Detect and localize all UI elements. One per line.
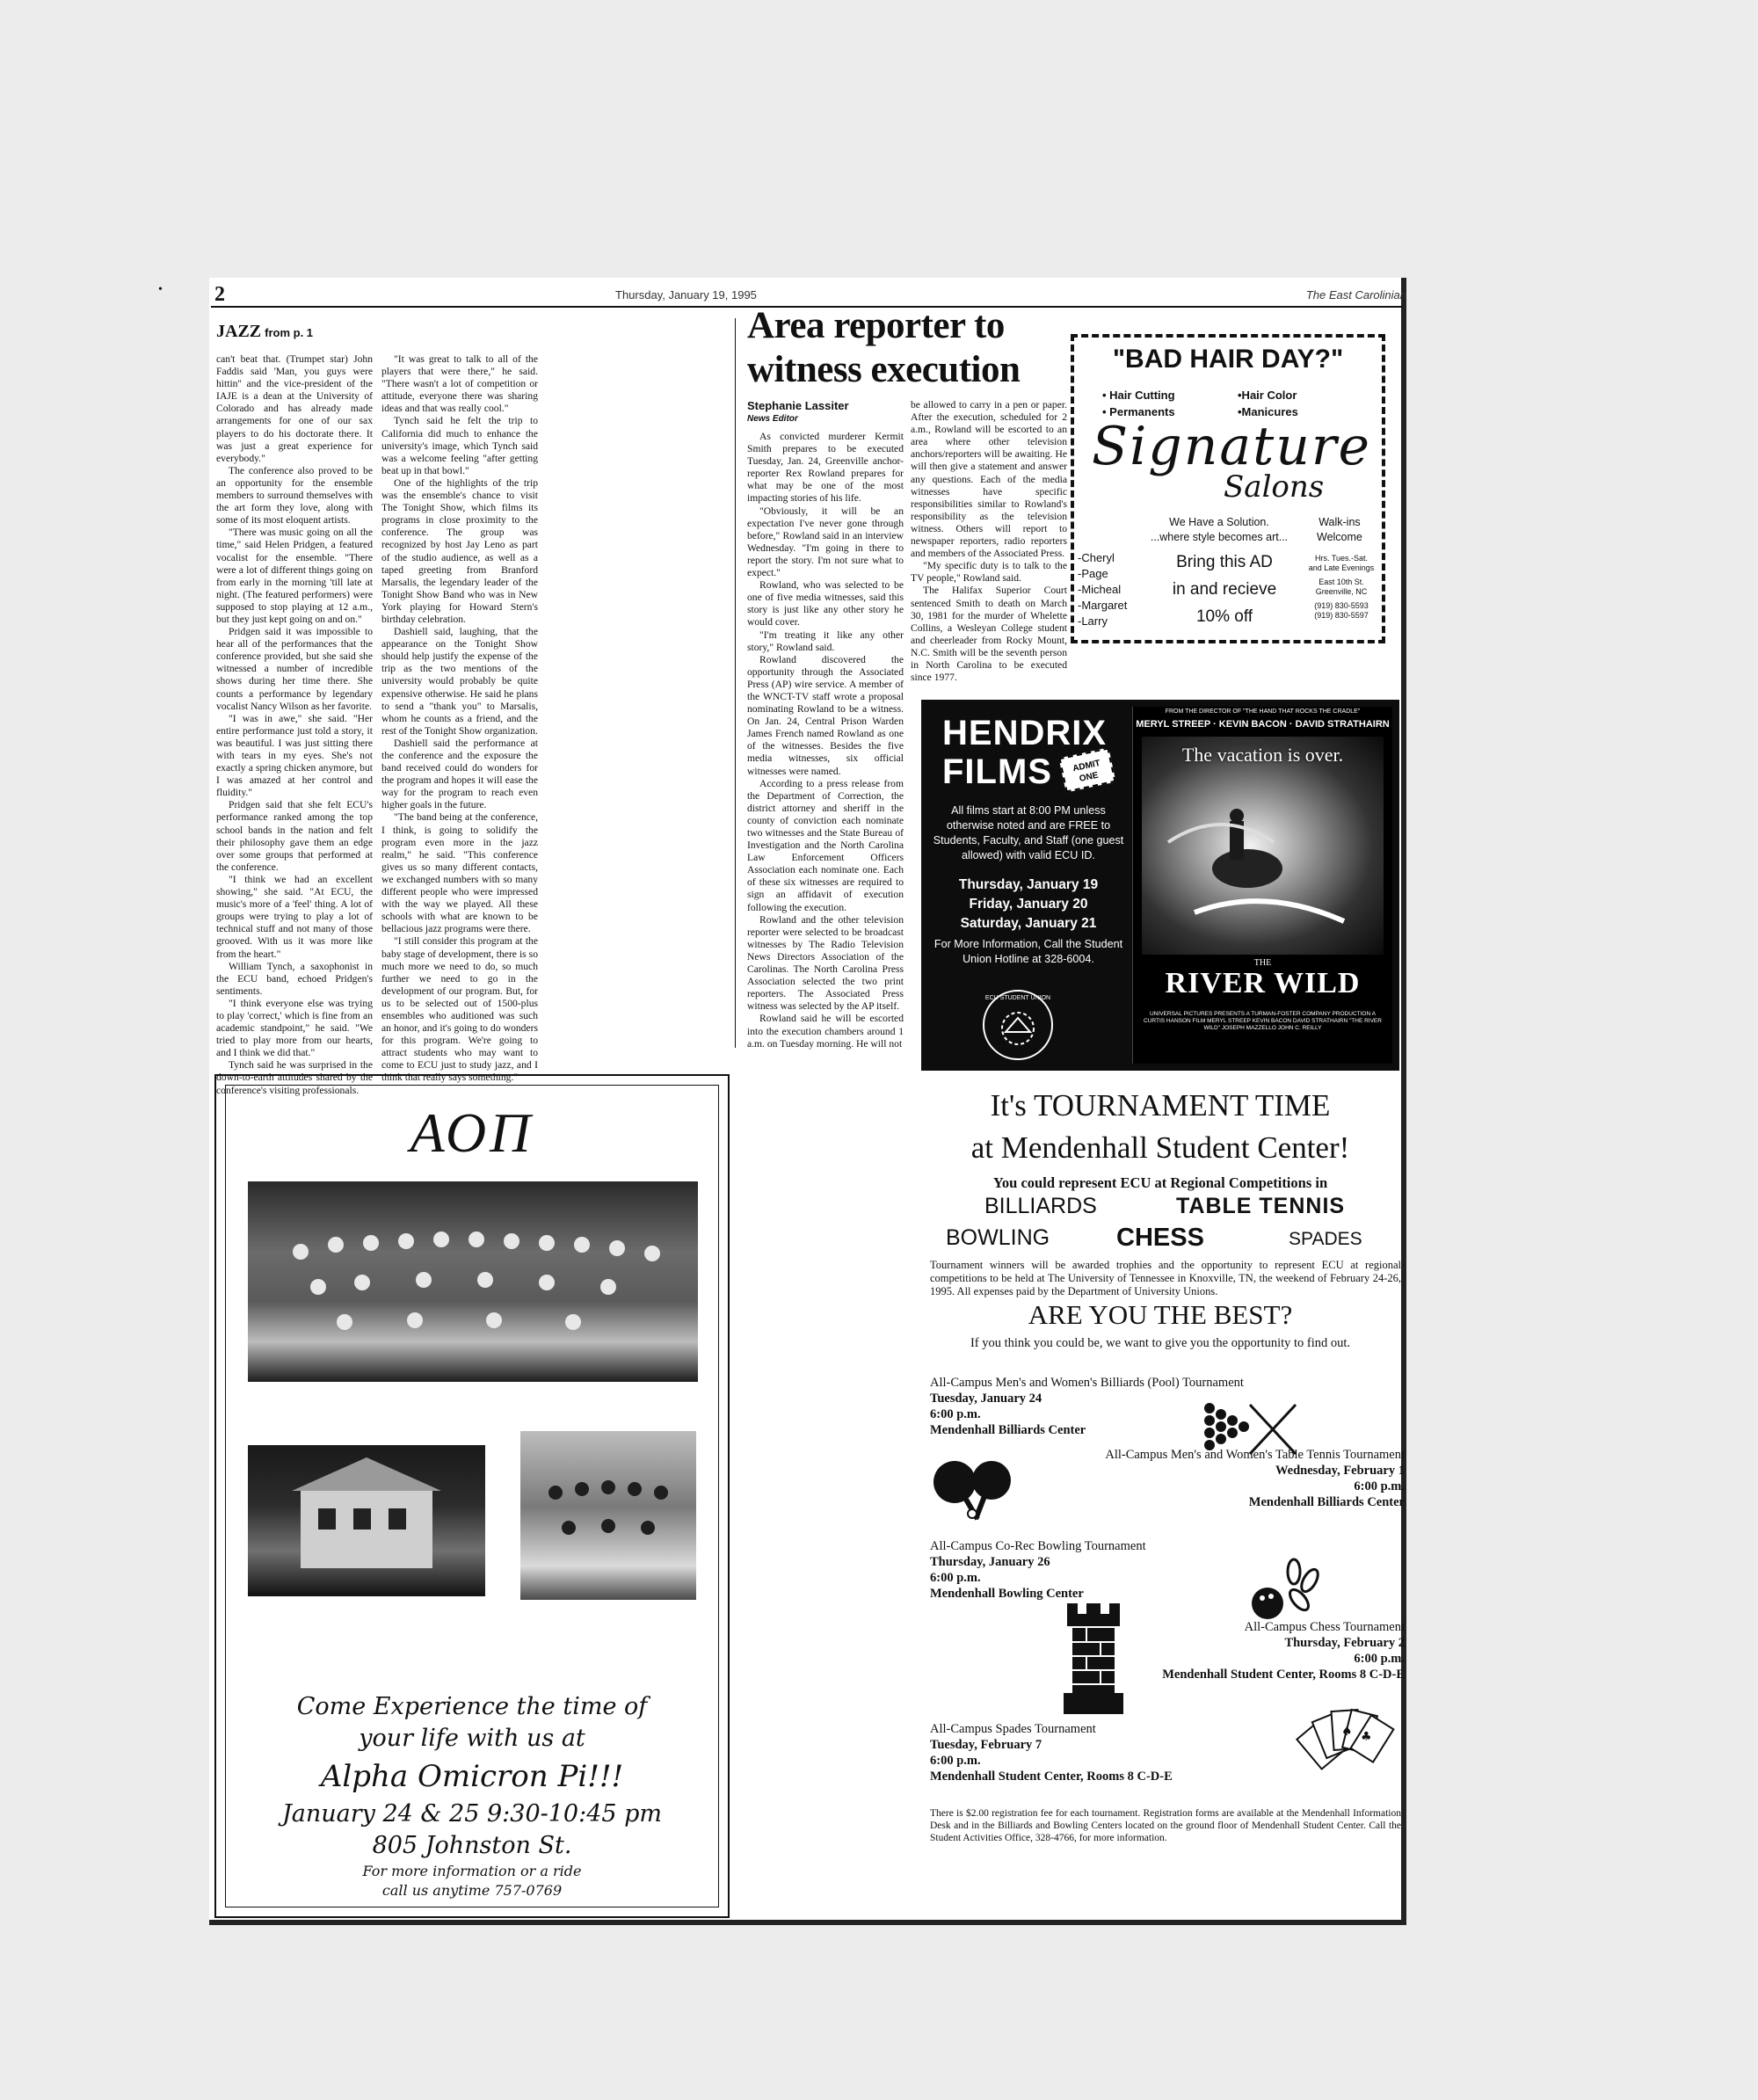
- group-people-icon: [248, 1181, 698, 1382]
- bowling-pins-icon: [1248, 1554, 1327, 1628]
- game-spades: SPADES: [1289, 1229, 1362, 1249]
- stylist: -Cheryl: [1078, 551, 1115, 564]
- event-date: Thursday, February 2: [1284, 1636, 1405, 1650]
- event-place: Mendenhall Student Center, Rooms 8 C-D-E: [1162, 1668, 1405, 1682]
- alpha-omicron-pi-ad: [214, 1074, 730, 1918]
- group-photo: [248, 1181, 698, 1382]
- jazz-title: JAZZ: [216, 322, 262, 341]
- newspaper-page: [158, 280, 1406, 1916]
- paragraph: Tynch said he felt the trip to California did much to enhance the university's image, which Tynch said was a welcome feeling "after getting beat up in that bowl.": [381, 415, 538, 476]
- paragraph: Rowland and the other television reporter were selected to be broadcast witnesses by The Radio Television News Directors Association of the Carolinas. The North Carolina Press Association selected the two print reporters. The Associated Press witness was selected by the AP itself.: [747, 913, 904, 1013]
- event-table-tennis: [1105, 1447, 1405, 1510]
- seal-emblem-icon: [984, 992, 1051, 1058]
- stylist: -Larry: [1078, 614, 1108, 628]
- invite-line: Alpha Omicron Pi!!!: [320, 1759, 624, 1794]
- page-number: 2: [214, 283, 225, 306]
- invite-line: January 24 & 25 9:30-10:45 pm: [281, 1800, 663, 1828]
- paragraph: As convicted murderer Kermit Smith prepares to be executed Tuesday, Jan. 24, Greenville anchor-reporter Rex Rowland prepares for what may be one of the most impacting stories of his life.: [747, 431, 904, 505]
- offer-line: Bring this AD: [1176, 553, 1273, 571]
- poster-photo: [1142, 737, 1384, 955]
- hours-line: and Late Evenings: [1308, 563, 1375, 572]
- poster-the: THE: [1253, 958, 1272, 968]
- paragraph: William Tynch, a saxophonist in the ECU band, echoed Pridgen's sentiments.: [216, 960, 373, 997]
- paragraph: According to a press release from the Department of Correction, the district attorney and sheriff in the county of conviction each nominate two witnesses and the State Bureau of Investigation and the North Carolina Law Enforcement Officers Association each nominate one. Each of these six witnesses are required to sign an affidavit of execution following the execution.: [747, 777, 904, 913]
- walkins-line: Welcome: [1317, 531, 1362, 543]
- aop-letters: ΑΟΠ: [410, 1101, 534, 1164]
- service-item: • Permanents: [1102, 405, 1175, 418]
- execution-byline-title: News Editor: [747, 414, 798, 424]
- event-name: All-Campus Men's and Women's Table Tennis Tournament: [1105, 1448, 1405, 1462]
- game-bowling: BOWLING: [946, 1225, 1050, 1250]
- paragraph: "My specific duty is to talk to the TV people," Rowland said.: [911, 560, 1067, 585]
- paragraph: Rowland, who was selected to be one of five media witnesses, said this story is just like any other story he would cover.: [747, 579, 904, 629]
- event-date: Wednesday, February 1: [1275, 1464, 1405, 1478]
- game-billiards: BILLIARDS: [984, 1194, 1097, 1218]
- event-time: 6:00 p.m.: [930, 1571, 981, 1585]
- aop-invite: [216, 1691, 728, 1900]
- salon-ad: [1071, 334, 1385, 643]
- walkins-line: Walk-ins: [1318, 516, 1361, 528]
- event-spades: [930, 1721, 1173, 1784]
- paragraph: Pridgen said it was impossible to hear all of the performances that the conference provided, but she said she witnessed a number of incredible shows during her time there. She counts a performance by legendary vocalist Nancy Wilson as her favorite.: [216, 626, 373, 712]
- svg-text:♣: ♣: [1361, 1730, 1372, 1744]
- paragraph: "There was music going on all the time," said Helen Pridgen, a featured vocalist for the ensemble. "There were a lot of different things going on from early in the morning 'till late at night. (The featured performers) were supposed to stop playing at 12 a.m., but they just kept going on and on.": [216, 527, 373, 625]
- stylist: -Page: [1078, 567, 1108, 580]
- tournament-footer: There is $2.00 registration fee for each tournament. Registration forms are available at the Mendenhall Information Desk and in the Billiards and Bowling Centers located on the ground floor of Mendenhall Student Center. Call the Student Activities Office, 328-4766, for more information.: [930, 1808, 1401, 1843]
- paragraph: "I was in awe," she said. "Her entire performance just told a story, it was beautiful. I was just sitting there with tears in my eyes. She's not exactly a spring chicken anymore, but I was amazed at her control and fluidity.": [216, 712, 373, 799]
- hours-line: Hrs. Tues.-Sat.: [1314, 554, 1369, 563]
- address-line: East 10th St.: [1318, 578, 1364, 586]
- paragraph: "The band being at the conference, I think, is going to solidify the program even more in the jazz realm," he said. "This conference gives us so many different contacts, we exchanged numbers with so many different people who were impressed with the way we played. All these schools with what are known to be bellacious jazz programs were there.: [381, 811, 538, 935]
- poster-top-line: FROM THE DIRECTOR OF "THE HAND THAT ROCKS THE CRADLE": [1165, 708, 1361, 715]
- event-name: All-Campus Men's and Women's Billiards (Pool) Tournament: [930, 1376, 1244, 1390]
- jazz-column-2: [381, 353, 538, 1084]
- rafting-scene-icon: [1142, 737, 1384, 955]
- salon-offer: [1150, 549, 1299, 630]
- paragraph: can't beat that. (Trumpet star) John Faddis said 'Man, you guys were hittin'' and the vice-president of the IAJE is a dean at the University of Colorado and has already made arrangements for one of our sax players to do his doctorate there. It was just a great experience for everybody.": [216, 353, 373, 464]
- tournament-title: [921, 1085, 1399, 1169]
- event-name: All-Campus Spades Tournament: [930, 1722, 1096, 1736]
- ping-pong-paddles-icon: [930, 1457, 1014, 1522]
- paragraph: The Halifax Superior Court sentenced Smith to death on March 30, 1981 for the murder of Whelette Collins, a Wesleyan College student and cheerleader from Rocky Mount, N.C. Smith will be the seventh person in North Carolina to be executed since 1977.: [911, 585, 1067, 684]
- ticket-line: ONE: [1079, 770, 1100, 784]
- paragraph: Dashiell said the performance at the conference and the exposure the band received could do wonders for the program and hopes it will ease the way for the program to reach even higher goals in the future.: [381, 737, 538, 811]
- student-union-seal-icon: [983, 990, 1053, 1060]
- ticket-line: ADMIT: [1072, 758, 1101, 774]
- jazz-jump: from p. 1: [265, 326, 314, 339]
- poster-stars: MERYL STREEP · KEVIN BACON · DAVID STRATHAIRN: [1136, 719, 1390, 730]
- paragraph: "I think we had an excellent showing," she said. "At ECU, the music's more of a 'feel' thing. A lot of groups were trying to play a lot of technical stuff and not many of those grooved. With us it was more like from the heart.": [216, 873, 373, 960]
- tournament-awards: Tournament winners will be awarded trophies and the opportunity to represent ECU at regional competitions to be held at The University of Tennessee in Knoxville, TN, the weekend of February 24-26, 1995. All expenses paid by the Department of University Unions.: [930, 1259, 1401, 1297]
- event-date: Tuesday, February 7: [930, 1738, 1042, 1752]
- paragraph: "I think everyone else was trying to play 'correct,' which is fine from an academic standpoint," he said. "We tried to play more from our hearts, and I think we did that.": [216, 997, 373, 1059]
- salon-details: [1303, 554, 1380, 621]
- event-time: 6:00 p.m.: [930, 1407, 981, 1421]
- execution-byline: Stephanie Lassiter: [747, 399, 849, 412]
- stylist: -Margaret: [1078, 599, 1128, 612]
- films-title-line: HENDRIX: [942, 714, 1108, 752]
- films-info: All films start at 8:00 PM unless otherwise noted and are FREE to Students, Faculty, and Staff (one guest allowed) with valid ECU ID.: [933, 804, 1124, 861]
- invite-line: your life with us at: [359, 1725, 585, 1752]
- tournament-best: ARE YOU THE BEST?: [1028, 1299, 1293, 1330]
- event-place: Mendenhall Bowling Center: [930, 1587, 1084, 1601]
- invite-line: For more information or a ride: [362, 1863, 582, 1879]
- paragraph: Rowland said he will be escorted into the execution chambers around 1 a.m. on Tuesday morning. He will not: [747, 1013, 904, 1050]
- poster-title: RIVER WILD: [1165, 967, 1361, 999]
- event-chess: [1162, 1619, 1405, 1682]
- svg-text:♠: ♠: [1341, 1725, 1353, 1739]
- invite-line: 805 Johnston St.: [372, 1832, 572, 1859]
- event-time: 6:00 p.m.: [1354, 1652, 1405, 1666]
- members-people-icon: [520, 1431, 696, 1600]
- poster-tagline: The vacation is over.: [1181, 744, 1344, 766]
- jazz-column-1: [216, 353, 373, 1096]
- paper-name: The East Carolinian: [1305, 288, 1406, 302]
- members-photo: [520, 1431, 696, 1600]
- address-line: Greenville, NC: [1315, 587, 1368, 596]
- service-item: •Manicures: [1238, 405, 1298, 418]
- paragraph: "I'm treating it like any other story," Rowland said.: [747, 629, 904, 653]
- event-date: Tuesday, January 24: [930, 1392, 1042, 1406]
- event-date: Thursday, January 26: [930, 1555, 1050, 1569]
- execution-column-1: [747, 431, 904, 1050]
- execution-column-2: [911, 399, 1067, 684]
- event-bowling: [930, 1538, 1146, 1602]
- paragraph: Dashiell said, laughing, that the appearance on the Tonight Show should help justify the expense of the trip as the two mentions of the university would probably be quite expensive otherwise. He said he plans to send a "thank you" to Marsalis, whom he counts as a friend, and the rest of the Tonight Show organization.: [381, 626, 538, 737]
- tournament-ad: [921, 1079, 1405, 1915]
- execution-headline-line-1: Area reporter to: [747, 305, 1005, 346]
- salon-stylists: [1078, 550, 1127, 629]
- poster-credits: UNIVERSAL PICTURES PRESENTS A TURMAN-FOSTER COMPANY PRODUCTION A CURTIS HANSON FILM MERYL STREEP KEVIN BACON DAVID STRATHAIRN "THE RIVER WILD" JOSEPH MAZZELLO JOHN C. REILLY: [1144, 1011, 1382, 1031]
- film-date: Friday, January 20: [969, 897, 1088, 912]
- event-time: 6:00 p.m.: [1354, 1479, 1405, 1493]
- salon-headline: "BAD HAIR DAY?": [1112, 345, 1344, 374]
- paragraph: "Obviously, it will be an expectation I've never gone through before," Rowland said in an interview Wednesday. "I'm going in there to report the story. I'm not sure what to expect.": [747, 505, 904, 579]
- seal-text: ECU STUDENT UNION: [984, 995, 1051, 1001]
- paragraph: Pridgen said that she felt ECU's performance ranked among the top school bands in the nation and felt their philosophy gave them an edge over some groups that performed at the conference.: [216, 799, 373, 873]
- phone-line: (919) 830-5597: [1314, 611, 1369, 620]
- offer-line: in and recieve: [1172, 580, 1277, 599]
- tournament-represent: You could represent ECU at Regional Competitions in: [992, 1174, 1328, 1191]
- paragraph: Tynch said he was surprised in the down-to-earth attitudes shared by the conference's visiting professionals.: [216, 1059, 373, 1096]
- event-time: 6:00 p.m.: [930, 1754, 981, 1768]
- salon-logo-sub: Salons: [1224, 469, 1325, 505]
- stylist: -Micheal: [1078, 583, 1122, 596]
- event-place: Mendenhall Student Center, Rooms 8 C-D-E: [930, 1769, 1173, 1784]
- event-place: Mendenhall Billiards Center: [1248, 1495, 1405, 1509]
- service-item: •Hair Color: [1238, 389, 1297, 402]
- paragraph: The conference also proved to be an opportunity for the ensemble members to surround themselves with the art form they love, along with some of its most eloquent artists.: [216, 464, 373, 527]
- paragraph: be allowed to carry in a pen or paper. After the execution, scheduled for 2 a.m., Rowland will be escorted to an area where other television anchors/reporters will be awaiting. He will then give a statement and answer any questions. Each of the media witnesses have specific responsibilities similar to Rowland's responsibility as the television witness. Others will report to newspaper reporters, radio reporters and members of the Associated Press.: [911, 399, 1067, 560]
- tournament-best-sub: If you think you could be, we want to give you the opportunity to find out.: [970, 1336, 1351, 1350]
- salon-walkins: [1317, 515, 1362, 545]
- hendrix-films-ad: [921, 700, 1399, 1071]
- event-place: Mendenhall Billiards Center: [930, 1423, 1086, 1437]
- execution-headline-line-2: witness execution: [747, 349, 1021, 390]
- phone-line: (919) 830-5593: [1314, 601, 1369, 610]
- tournament-title-line: It's TOURNAMENT TIME: [990, 1088, 1331, 1123]
- paragraph: Rowland discovered the opportunity through the Associated Press (AP) wire service. A member of the WNCT-TV staff wrote a proposal nominating Rowland to be a witness. On Jan. 24, Central Prison Warden James French named Rowland as one of the witnesses. Besides the five media witnesses, six official witnesses were named.: [747, 653, 904, 777]
- jazz-heading: [216, 322, 313, 342]
- event-billiards: [930, 1375, 1244, 1438]
- playing-cards-icon: [1299, 1700, 1396, 1770]
- river-wild-poster: [1132, 707, 1392, 1064]
- salon-solution: [1144, 515, 1294, 545]
- films-title-line: FILMS: [942, 752, 1052, 791]
- chess-rook-icon: [1062, 1602, 1125, 1716]
- paragraph: "It was great to talk to all of the players that were there," he said. "There wasn't a lot of competition or attitude, everyone there was sharing ideas and that was really cool.": [381, 353, 538, 415]
- service-item: • Hair Cutting: [1102, 389, 1175, 402]
- solution-line: We Have a Solution.: [1169, 516, 1269, 528]
- invite-line: call us anytime 757-0769: [381, 1882, 563, 1899]
- solution-line: ...where style becomes art...: [1150, 531, 1289, 543]
- films-dates: [932, 876, 1125, 934]
- film-date: Thursday, January 19: [958, 877, 1099, 892]
- paragraph: "I still consider this program at the baby stage of development, there is so much more we need to do, so much further we need to go in the development of our program. But, for us to be selected out of 1500-plus ensembles who auditioned was such an honor, and it's going to do wonders for this program. We're going to attract students who may want to come to ECU just to study jazz, and I think that really says something.": [381, 935, 538, 1084]
- paragraph: One of the highlights of the trip was the ensemble's chance to visit The Tonight Show, which films its programs in close proximity to the conference. The group was recognized by host Jay Leno as part of the studio audience, as well as a taped greeting from Branford Marsalis, the legendary leader of the Tonight Show Band who was in New York playing for Howard Stern's birthday celebration.: [381, 476, 538, 625]
- column-divider: [735, 318, 736, 1048]
- offer-line: 10% off: [1195, 607, 1253, 626]
- salon-logo: Signature: [1092, 416, 1372, 477]
- house-icon: [248, 1445, 485, 1596]
- issue-date: Thursday, January 19, 1995: [615, 288, 757, 302]
- game-chess: CHESS: [1116, 1224, 1204, 1252]
- film-date: Saturday, January 21: [960, 916, 1097, 931]
- corner-mark: •: [158, 283, 163, 296]
- event-name: All-Campus Co-Rec Bowling Tournament: [930, 1539, 1146, 1553]
- game-table-tennis: TABLE TENNIS: [1176, 1194, 1346, 1218]
- house-photo: [248, 1445, 485, 1596]
- event-name: All-Campus Chess Tournament: [1244, 1620, 1405, 1634]
- tournament-title-line: at Mendenhall Student Center!: [970, 1130, 1350, 1165]
- films-more-info: For More Information, Call the Student Union Hotline at 328-6004.: [933, 938, 1123, 965]
- invite-line: Come Experience the time of: [296, 1693, 648, 1720]
